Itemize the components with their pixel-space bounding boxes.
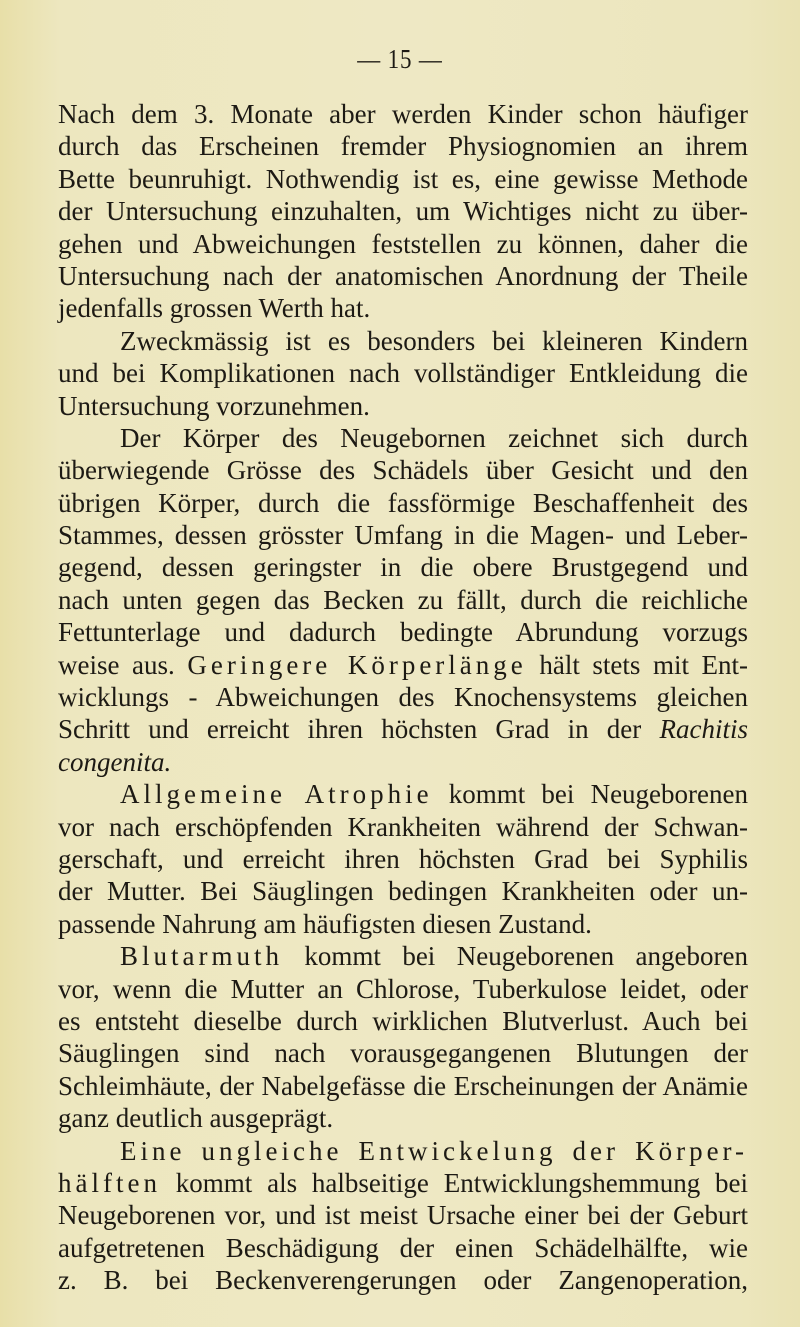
emphasis-term: Geringere Körperlänge <box>187 649 527 680</box>
text-line: aufgetretenen Beschädigung der einen Schädelhälfte, wie <box>58 1232 748 1263</box>
page-number: — 15 — <box>357 44 443 74</box>
text-line: z. B. bei Beckenverengerungen oder Zangenoperation, <box>58 1265 748 1296</box>
paragraph-newborn-body <box>58 422 748 778</box>
emphasis-term: Allgemeine Atrophie <box>120 779 433 810</box>
text-line: Schleimhäute, der Nabelgefässe die Erscheinungen der Anämie <box>58 1070 748 1101</box>
text-line <box>58 649 748 681</box>
text-line: Neugeborenen vor, und ist meist Ursache einer bei der Geburt <box>58 1200 748 1231</box>
text-run: kommt bei Neugeborenen <box>432 779 748 810</box>
paragraph-examination-method <box>58 98 748 325</box>
text-line <box>58 940 748 972</box>
text-line: der Mutter. Bei Säuglingen bedingen Krankheiten oder un- <box>58 876 748 907</box>
text-line: passende Nahrung am häufigsten diesen Zustand. <box>58 908 592 939</box>
text-line: Stammes, dessen grösster Umfang in die Magen- und Leber- <box>58 520 748 551</box>
paragraph-atrophy <box>58 778 748 940</box>
text-line: der Untersuchung einzuhalten, um Wichtiges nicht zu über- <box>58 196 748 227</box>
text-line: wicklungs - Abweichungen des Knochensystems gleichen <box>58 682 748 713</box>
text-line: und bei Komplikationen nach vollständiger Entkleidung die <box>58 358 748 389</box>
text-run: kommt als halbseitige Entwicklungshemmung bei <box>160 1167 748 1198</box>
latin-term: Rachitis <box>659 714 748 745</box>
text-line: überwiegende Grösse des Schädels über Gesicht und den <box>58 455 748 486</box>
text-line: Zweckmässig ist es besonders bei kleineren Kindern <box>120 325 748 356</box>
text-line: ganz deutlich ausgeprägt. <box>58 1103 334 1134</box>
text-line: gehen und Abweichungen feststellen zu können, daher die <box>58 228 748 259</box>
text-run: weise aus. <box>58 649 188 680</box>
emphasis-term: hälften <box>58 1167 161 1198</box>
text-line: Der Körper des Neugebornen zeichnet sich durch <box>120 422 748 453</box>
text-line: Untersuchung nach der anatomischen Anordnung der Theile <box>58 260 748 291</box>
text-line: übrigen Körper, durch die fassförmige Beschaffenheit des <box>58 487 748 518</box>
text-line: jedenfalls grossen Werth hat. <box>58 293 371 324</box>
text-line: Fettunterlage und dadurch bedingte Abrundung vorzugs <box>58 617 748 648</box>
text-line: vor nach erschöpfenden Krankheiten während der Schwan- <box>58 811 748 842</box>
text-run: Schritt und erreicht ihren höchsten Grad in der <box>58 714 660 745</box>
text-line: Untersuchung vorzunehmen. <box>58 390 370 421</box>
body-text <box>58 98 748 1296</box>
text-line <box>58 1135 748 1167</box>
text-run: hält stets mit Ent- <box>526 649 749 680</box>
text-line: gegend, dessen geringster in die obere Brustgegend und <box>58 552 748 583</box>
text-line: durch das Erscheinen fremder Physiognomien an ihrem <box>58 131 748 162</box>
text-line <box>58 1167 748 1199</box>
text-line: gerschaft, und erreicht ihren höchsten Grad bei Syphilis <box>58 843 748 874</box>
text-line: Nach dem 3. Monate aber werden Kinder schon häufiger <box>58 99 748 129</box>
latin-term: congenita. <box>58 746 172 777</box>
text-line: es entsteht dieselbe durch wirklichen Blutverlust. Auch bei <box>58 1005 748 1036</box>
text-run: kommt bei Neugeborenen angeboren <box>283 941 748 972</box>
text-line: Säuglingen sind nach vorausgegangenen Blutungen der <box>58 1038 748 1069</box>
text-line <box>58 778 748 810</box>
paragraph-undressing <box>58 325 748 422</box>
paragraph-anemia <box>58 940 748 1134</box>
paragraph-unequal-development <box>58 1135 748 1297</box>
text-line: Bette beunruhigt. Nothwendig ist es, eine gewisse Methode <box>58 163 748 194</box>
text-line <box>58 713 748 745</box>
emphasis-term: Blutarmuth <box>120 941 283 972</box>
text-line: nach unten gegen das Becken zu fällt, durch die reichliche <box>58 584 748 615</box>
text-line: vor, wenn die Mutter an Chlorose, Tuberkulose leidet, oder <box>58 973 748 1004</box>
emphasis-term: Eine ungleiche Entwickelung der Körper- <box>120 1135 748 1166</box>
